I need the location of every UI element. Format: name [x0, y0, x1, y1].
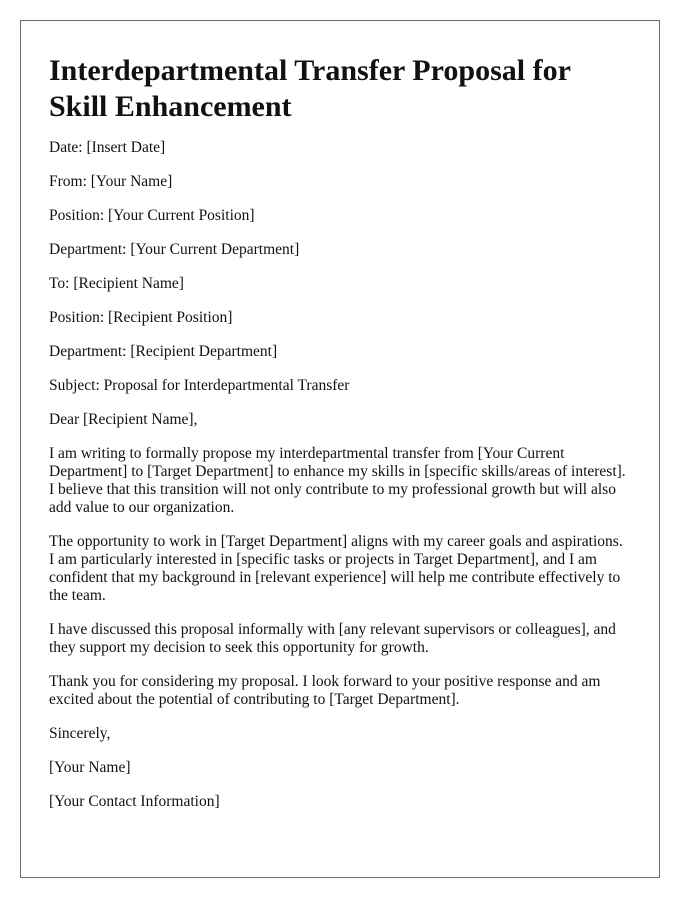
from-line: From: [Your Name]	[49, 173, 173, 190]
recipient-position-line: Position: [Recipient Position]	[49, 309, 233, 326]
body-paragraph-intro: I am writing to formally propose my interdepartmental transfer from [Your Current Department] to [Target Department] to enhance my skills in [specific skills/areas of interest]. I believe that this transition will not only contribute to my professional growth but will also add value to our organization.	[49, 445, 626, 516]
date-line: Date: [Insert Date]	[49, 139, 166, 156]
signature-name: [Your Name]	[49, 759, 131, 776]
subject-line: Subject: Proposal for Interdepartmental Transfer	[49, 377, 350, 394]
body-paragraph-goals: The opportunity to work in [Target Department] aligns with my career goals and aspirations. I am particularly interested in [specific tasks or projects in Target Department], and I am confident that my background in [relevant experience] will help me contribute effectively to the team.	[49, 533, 623, 604]
sender-department-line: Department: [Your Current Department]	[49, 241, 300, 258]
salutation: Dear [Recipient Name],	[49, 411, 198, 428]
recipient-department-line: Department: [Recipient Department]	[49, 343, 278, 360]
body-paragraph-support: I have discussed this proposal informally with [any relevant supervisors or colleagues], and they support my decision to seek this opportunity for growth.	[49, 621, 616, 656]
document-title: Interdepartmental Transfer Proposal for Skill Enhancement	[49, 54, 571, 123]
body-paragraph-closing: Thank you for considering my proposal. I look forward to your positive response and am excited about the potential of contributing to [Target Department].	[49, 673, 601, 708]
closing-line: Sincerely,	[49, 725, 111, 742]
letter-page	[20, 20, 660, 878]
to-line: To: [Recipient Name]	[49, 275, 184, 292]
signature-contact: [Your Contact Information]	[49, 793, 220, 810]
sender-position-line: Position: [Your Current Position]	[49, 207, 255, 224]
